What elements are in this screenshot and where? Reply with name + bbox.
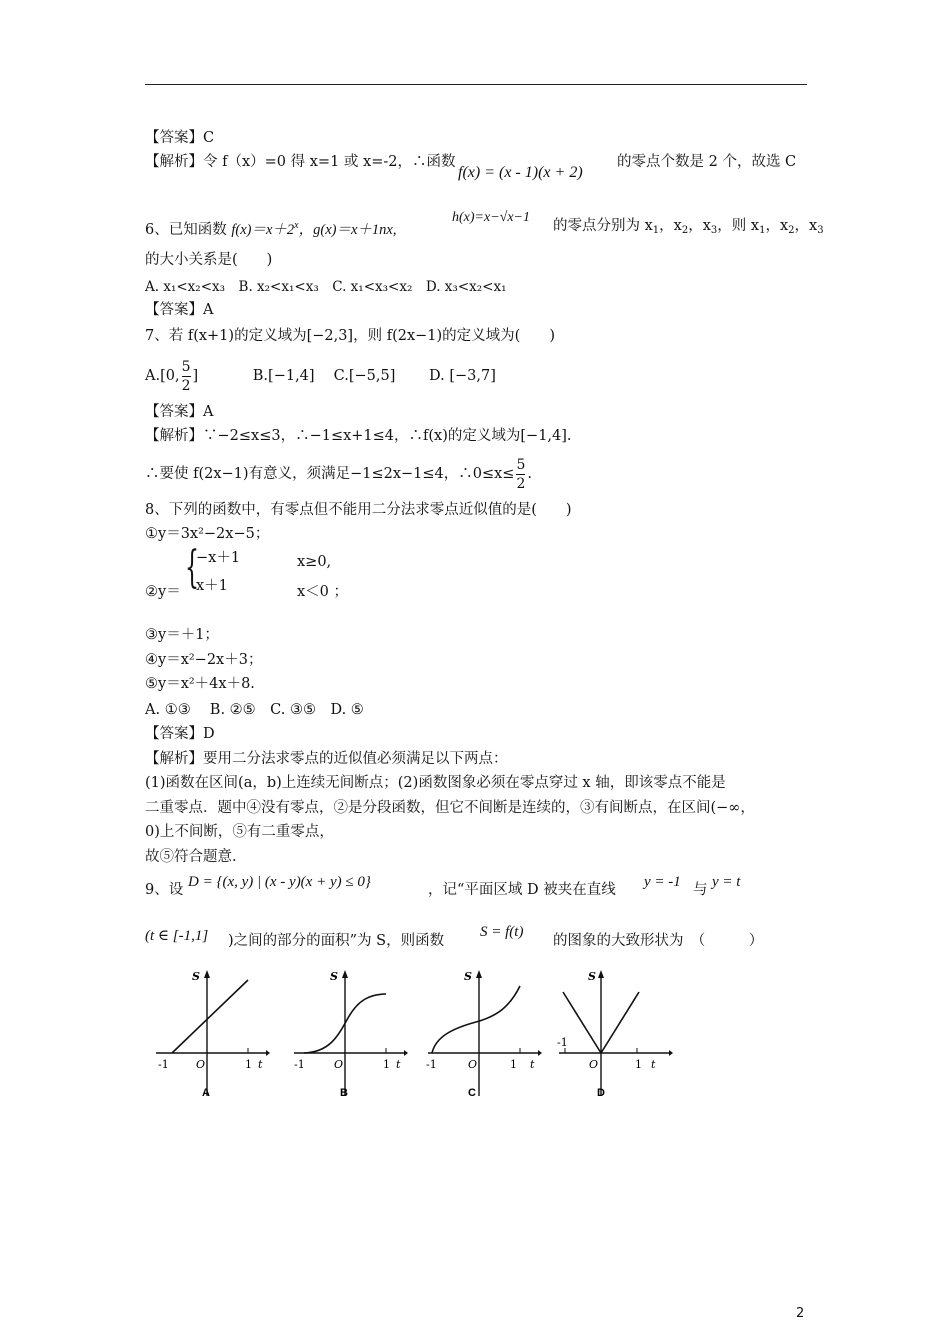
q6-stem-b: 的零点分别为 x [553, 218, 653, 234]
q6-options: A. x₁<x₂<x₃ B. x₂<x₁<x₃ C. x₁<x₃<x₂ D. x₃<x₂<x₁ [145, 279, 507, 295]
q6-stem-a: 6、已知函数 [145, 222, 227, 238]
graph-b-neg-tick: -1 [294, 1058, 305, 1071]
graph-c-origin: O [468, 1058, 478, 1071]
q9-set-def: D = {(x, y) | (x - y)(x + y) ≤ 0} [188, 874, 371, 890]
graph-a-neg-tick: -1 [158, 1058, 169, 1071]
q7-analysis2-post: . [527, 466, 532, 482]
q8-options: A. ①③ B. ②⑤ C. ③⑤ D. ⑤ [145, 702, 364, 718]
graph-b-axis-y: S [330, 970, 338, 983]
q9-line1: y = -1 [644, 874, 681, 890]
q8-item4: ④y＝x²−2x＋3； [145, 652, 263, 668]
q6-stem-g: ，x [794, 218, 818, 234]
q7-answer: 【答案】A [145, 404, 214, 420]
q6-stem-roots: 的零点分别为 $x_1$，$x_2$，$x_3$，则 $x_1$，$x_2$，$x_3$ [553, 218, 824, 236]
q5-answer: 【答案】C [145, 130, 215, 146]
graph-d-neg-tick: -1 [557, 1036, 568, 1049]
graph-c-axis-x: t [530, 1058, 535, 1071]
q8-item2-prefix: ②y＝ [145, 584, 181, 600]
q7-frac-num: 5 [181, 358, 191, 375]
q9-func: S = f(t) [480, 924, 524, 940]
graph-d [555, 966, 673, 1102]
q9-range: (t ∈ [-1,1] [145, 928, 209, 944]
q6-stem-line2: 的大小关系是( ) [145, 252, 273, 268]
q8-piece2-expr: x＋1 [196, 578, 228, 594]
graph-a-origin: O [196, 1058, 206, 1071]
q6-stem-c: ，x [659, 218, 682, 234]
graph-c-axis-y: S [464, 970, 472, 983]
graph-a-axis-y: S [192, 970, 200, 983]
q7-analysis2-frac [516, 456, 525, 493]
q8-piece2-cond: x＜0 ； [297, 584, 349, 600]
page-number: 2 [796, 1306, 805, 1321]
q7-frac-den: 2 [181, 377, 191, 394]
q8-piece1-expr: −x＋1 [196, 550, 241, 566]
q8-analysis5: 故⑤符合题意. [145, 849, 237, 865]
q8-item1: ①y＝3x²−2x−5； [145, 526, 270, 542]
graph-b-origin: O [334, 1058, 344, 1071]
q7-opt-a-pre: A.[0, [145, 368, 180, 384]
q8-analysis3: 二重零点．题中④没有零点，②是分段函数，但它不间断是连续的，③有间断点，在区间(−∞， [145, 800, 755, 816]
graph-c-pos-tick: 1 [510, 1058, 517, 1071]
graph-d-axis-x: t [651, 1058, 656, 1071]
q7-opt-a-frac [182, 358, 191, 395]
q9-stem-e: 的图象的大致形状为 （ ） [553, 933, 764, 949]
q5-analysis-a: 【解析】令 f（x）=0 得 x=1 或 x=-2，∴函数 [145, 154, 456, 170]
q7-a2-den: 2 [516, 475, 526, 492]
q8-brace: { [185, 542, 199, 593]
graph-d-axis-y: S [588, 970, 596, 983]
graph-c-neg-tick: -1 [426, 1058, 437, 1071]
q7-analysis2 [145, 452, 532, 496]
q8-analysis1: 【解析】要用二分法求零点的近似值必须满足以下两点： [145, 751, 508, 767]
q6-h-def: h(x)=x−√x−1 [452, 210, 530, 225]
q6-g-def: ，g(x)＝x＋1nx, [298, 222, 397, 238]
q6-f-def: f(x)＝x＋2 [231, 222, 295, 238]
q5-function: f(x) = (x - 1)(x + 2) [458, 164, 583, 181]
q6-stem-f: ，x [765, 218, 789, 234]
q8-analysis2: (1)函数在区间(a，b)上连续无间断点；(2)函数图象必须在零点穿过 x 轴，即该零点不能是 [145, 775, 726, 791]
graph-a [152, 966, 270, 1102]
graph-c [424, 966, 542, 1102]
q9-stem-c: 与 [693, 882, 708, 898]
q7-a2-num: 5 [516, 456, 526, 473]
q7-options [145, 354, 496, 398]
q8-piece1-cond: x≥0, [297, 554, 332, 570]
q8-item3: ③y＝＋1； [145, 627, 219, 643]
q7-analysis1: 【解析】∵−2≤x≤3，∴−1≤x+1≤4，∴f(x)的定义域为[−1,4]. [145, 428, 572, 444]
q8-item5: ⑤y＝x²＋4x＋8. [145, 676, 255, 692]
q8-analysis4: 0)上不间断，⑤有二重零点， [145, 824, 334, 840]
graph-d-pos-tick: 1 [635, 1058, 642, 1071]
graph-a-pos-tick: 1 [245, 1058, 252, 1071]
q8-stem: 8、下列的函数中，有零点但不能用二分法求零点近似值的是( ) [145, 502, 572, 518]
q6-stem-e: ，则 x [717, 218, 760, 234]
q9-stem-d: )之间的部分的面积”为 S，则函数 [228, 933, 445, 949]
q8-answer: 【答案】D [145, 726, 215, 742]
q7-opt-a-post: ] [192, 368, 199, 384]
q9-stem-a: 9、设 [145, 882, 184, 898]
graph-b-label: B [340, 1087, 348, 1099]
header-rule [145, 84, 807, 85]
graph-c-label: C [468, 1087, 476, 1099]
q7-opt-rest: B.[−1,4] C.[−5,5] D. [−3,7] [252, 368, 496, 384]
graph-a-axis-x: t [258, 1058, 263, 1071]
graph-d-origin: O [589, 1058, 599, 1071]
graph-b [290, 966, 408, 1102]
graph-a-label: A [202, 1087, 210, 1099]
q5-analysis-b: 的零点个数是 2 个，故选 C [617, 154, 797, 170]
q7-stem: 7、若 f(x+1)的定义域为[−2,3]，则 f(2x−1)的定义域为( ) [145, 328, 555, 344]
q6-f-exp: x [294, 220, 299, 231]
graph-b-axis-x: t [396, 1058, 401, 1071]
graph-d-label: D [597, 1087, 605, 1099]
q9-stem-b: ，记“平面区域 D 被夹在直线 [428, 882, 616, 898]
q6-stem-d: ，x [688, 218, 711, 234]
q6-answer: 【答案】A [145, 302, 214, 318]
q9-line2: y = t [712, 874, 741, 890]
graph-b-pos-tick: 1 [383, 1058, 390, 1071]
q7-analysis2-pre: ∴要使 f(2x−1)有意义，须满足−1≤2x−1≤4，∴0≤x≤ [145, 466, 515, 482]
q6-stem-line1 [145, 216, 396, 240]
